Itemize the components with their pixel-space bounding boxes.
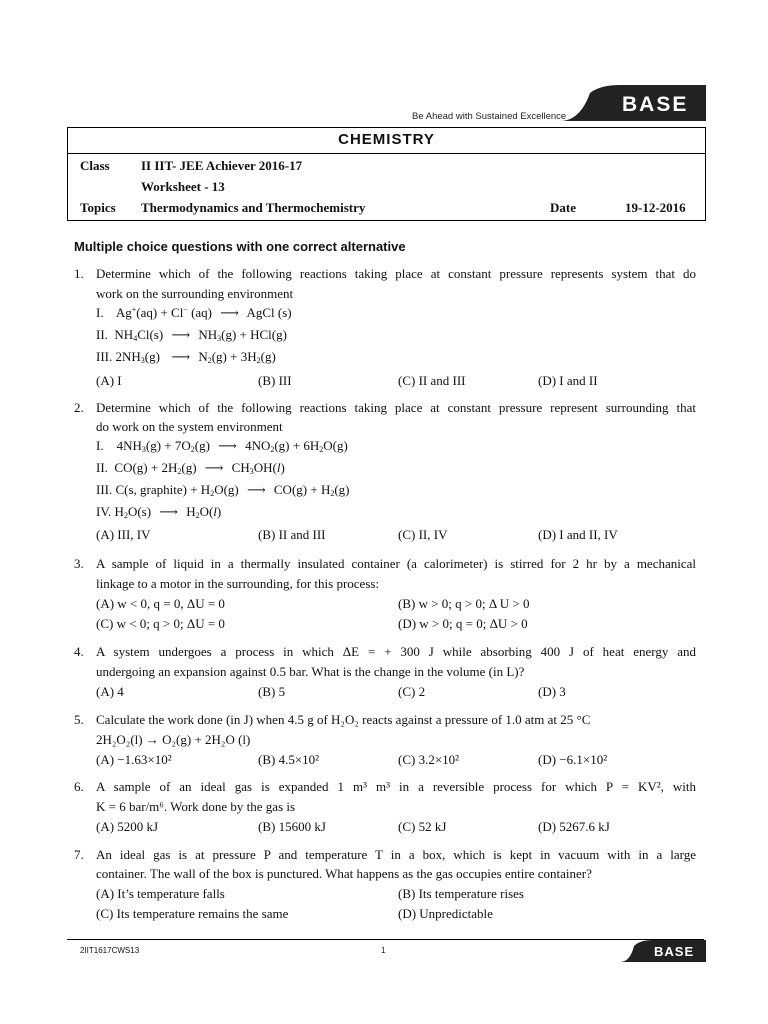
option: (D) I and II [538,373,598,388]
reaction-1: I. Ag+(aq) + Cl− (aq) ⟶ AgCl (s) [96,305,292,320]
reaction-4: IV. $H_2O(s)$ ⟶ $H_2O(l)$ [96,504,222,520]
reaction-3: III. C(s, graphite) + $H_2O(g)$ ⟶ $CO(g) + H_2(g)$ [96,482,350,498]
class-label: Class [80,158,110,173]
option: (A) −1.63×10² [96,752,172,767]
topics-label: Topics [80,200,116,215]
worksheet-number: Worksheet - 13 [141,179,225,194]
option: (A) It’s temperature falls [96,886,225,901]
footer-code: 2IIT1617CWS13 [80,946,140,955]
section-heading: Multiple choice questions with one correct alternative [74,239,406,254]
reaction-2: II. $NH_4Cl(s)$ ⟶ $NH_3(g) + HCl(g)$ [96,327,287,343]
option: (A) I [96,373,122,388]
footer-divider [67,939,704,940]
option: (C) 52 kJ [398,819,447,834]
option: (B) Its temperature rises [398,886,524,901]
question-number: 1. [74,266,84,281]
option: (D) 3 [538,684,566,699]
question-text: A sample of an ideal gas is expanded 1 m³ m³ in a reversible process for which P = KV², with [96,779,696,794]
option: (A) 4 [96,684,124,699]
option: (D) 5267.6 kJ [538,819,610,834]
reaction-1: I. $4NH_3(g) + 7O_2(g)$ ⟶ $4NO_2(g) + 6H_2O(g)$ [96,438,348,454]
page-number: 1 [381,946,386,955]
logo-text: BASE [622,93,689,116]
option: (B) 5 [258,684,286,699]
question-text: undergoing an expansion against 0.5 bar. What is the change in the volume (in L)? [96,664,525,679]
question-text: work on the surrounding environment [96,286,294,301]
option: (C) II, IV [398,527,448,542]
reaction-3: III. $2NH_3(g)$ ⟶ $N_2(g) + 3H_2(g)$ [96,349,276,365]
question-text: linkage to a motor in the surrounding, for this process: [96,576,380,591]
question-text: container. The wall of the box is punctured. What happens as the gas occupies entire container? [96,866,592,881]
question-number: 3. [74,556,84,571]
option: (C) 3.2×10² [398,752,460,767]
question-text: Calculate the work done (in J) when 4.5 g of H₂O₂ reacts against a pressure of 1.0 atm at 25 °C [96,712,591,727]
tagline: Be Ahead with Sustained Excellence [412,111,567,122]
subject-title: CHEMISTRY [338,131,435,148]
reaction-2: II. $CO(g) + 2H_2(g)$ ⟶ $CH_3OH(l)$ [96,460,285,476]
question-number: 4. [74,644,84,659]
base-logo [560,85,706,121]
question-number: 2. [74,400,84,415]
class-value: II IIT- JEE Achiever 2016-17 [141,158,303,173]
topics-value: Thermodynamics and Thermochemistry [141,200,366,215]
option: (B) 4.5×10² [258,752,320,767]
option: (B) 15600 kJ [258,819,326,834]
question-text: K = 6 bar/m⁶. Work done by the gas is [96,799,296,814]
option: (B) III [258,373,292,388]
reaction-equation: 2H₂O₂(l) → O₂(g) + 2H₂O (l) [96,732,251,747]
question-text: Determine which of the following reactions taking place at constant pressure represents system that do [96,266,696,281]
header-box [67,127,706,221]
date-label: Date [550,200,576,215]
option: (C) 2 [398,684,426,699]
option: (D) Unpredictable [398,906,493,921]
option: (A) 5200 kJ [96,819,159,834]
option: (B) II and III [258,527,326,542]
option: (C) w < 0; q > 0; ΔU = 0 [96,616,225,631]
footer-logo-text: BASE [654,944,695,959]
option: (A) III, IV [96,527,151,542]
question-text: Determine which of the following reactions taking place at constant pressure represent surrounding that [96,400,696,415]
option: (B) w > 0; q > 0; Δ U > 0 [398,596,530,611]
question-text: do work on the system environment [96,419,283,434]
option: (C) II and III [398,373,466,388]
question-number: 6. [74,779,84,794]
question-number: 7. [74,847,84,862]
question-text: A system undergoes a process in which ΔE = + 300 J while absorbing 400 J of heat energy and [96,644,696,659]
option: (D) −6.1×10² [538,752,608,767]
option: (D) w > 0; q = 0; ΔU > 0 [398,616,528,631]
option: (C) Its temperature remains the same [96,906,289,921]
question-text: A sample of liquid in a thermally insulated container (a calorimeter) is stirred for 2 hr by a mechanical [96,556,696,571]
footer-logo [620,940,706,962]
question-number: 5. [74,712,84,727]
question-text: An ideal gas is at pressure P and temperature T in a box, which is kept in vacuum with in a large [96,847,696,862]
option: (D) I and II, IV [538,527,618,542]
date-value: 19-12-2016 [625,200,686,215]
option: (A) w < 0, q = 0, ΔU = 0 [96,596,225,611]
